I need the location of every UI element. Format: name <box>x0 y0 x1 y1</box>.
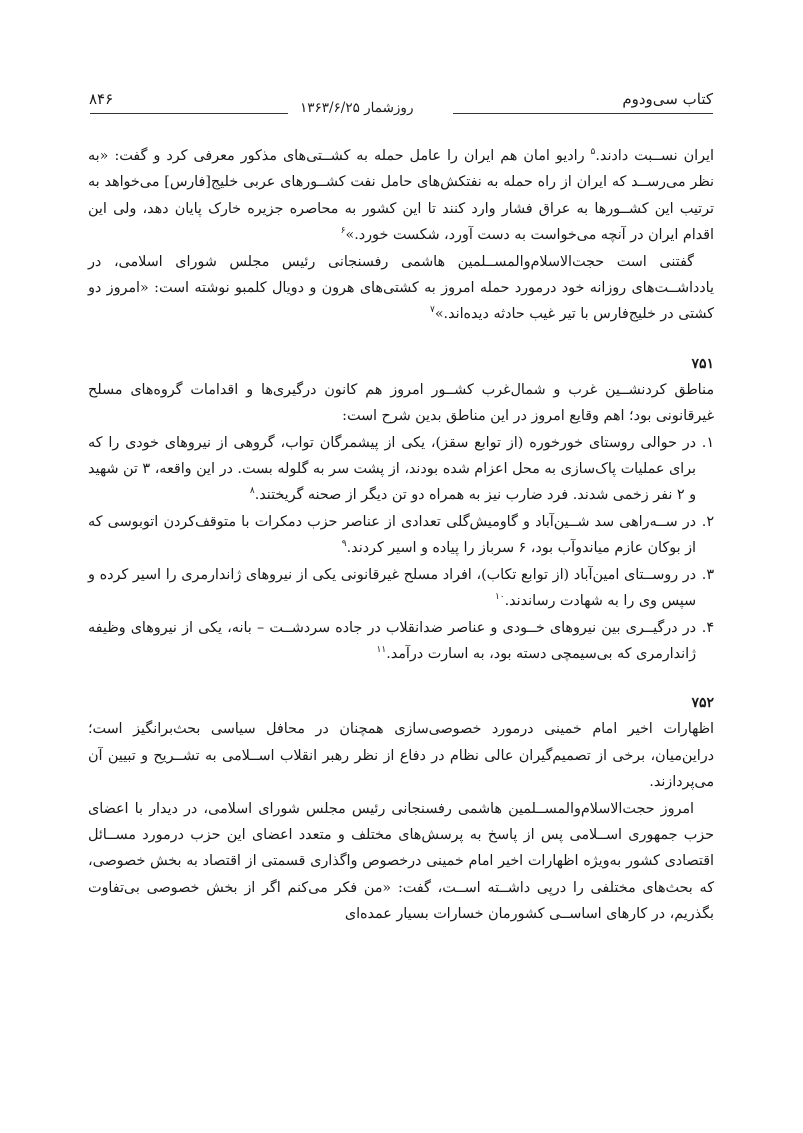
footnote-marker: ۹ <box>341 539 347 550</box>
footnote-marker: ۸ <box>249 486 255 497</box>
list-item <box>88 430 714 509</box>
list-item-number: ۴. <box>701 619 714 636</box>
list-item-text: در روســتای امین‌آباد (از توابع تکاب)، افراد مسلح غیرقانونی یکی از نیروهای ژاندارمری را اسیر کرده و سپس وی را به شهادت رساندند.$^{۱۰}$ <box>88 566 696 610</box>
section-752-paragraph-1: اظهارات اخیر امام خمینی درمورد خصوصی‌سازی همچنان در محافل سیاسی بحث‌برانگیز است؛ دراین‌میان، برخی از تصمیم‌گیران عالی نظام در دفاع از نظر رهبر انقلاب اســلامی به تشــریح و تبیین آن می‌پردازند. <box>88 721 714 791</box>
intro-paragraph-1: ایران نســبت دادند.$^۵$ رادیو امان هم ایران را عامل حمله به کشــتی‌های مذکور معرفی کرد و گفت: «به نظر می‌رســد که ایران از راه حمله به نفتکش‌های حامل نفت کشــورهای عربی خلیج[فارس] می‌خواهد به ترتیب این کشــورها به عراق فشار وارد کنند تا این کشور به محاصره جزیره خارک پایان دهد، ولی این اقدام ایران در آنچه می‌خواست به دست آورد، شکست خورد.»$^۶$ <box>88 147 714 244</box>
running-header-title: کتاب سی‌ودوم <box>622 90 713 108</box>
section-752-paragraph-2: امروز حجت‌الاسلام‌والمســلمین هاشمی رفسنجانی رئیس مجلس شورای اسلامی، در دیدار با اعضای حزب جمهوری اســلامی پس از پاسخ به پرسش‌های مختلف و متعدد اعضای این حزب درمورد مســائل اقتصادی کشور به‌ویژه اظهارات اخیر امام خمینی درخصوص واگذاری قسمتی از اقتصاد به بخش خصوصی، که بحث‌های مختلفی را درپی داشــته اســت، گفت: «من فکر می‌کنم اگر از بخش خصوصی بی‌تفاوت بگذریم، در کارهای اساســی کشورمان خسارات بسیار عمده‌ای <box>88 800 714 923</box>
footnote-marker: ۵ <box>590 147 596 158</box>
section-number-752: ۷۵۲ <box>691 695 714 712</box>
footnote-marker: ۱۱ <box>376 645 387 656</box>
page-body <box>88 143 714 928</box>
list-item-text: در حوالی روستای خورخوره (از توابع سقز)، یکی از پیشمرگان تواب، گروهی از نیروهای خودی را که برای عملیات پاک‌سازی به محل اعزام شده بودند، از پشت سر به گلوله بست. در این واقعه، ۳ تن شهید و ۲ نفر زخمی شدند. فرد ضارب نیز به همراه دو تن دیگر از صحنه گریختند.$^۸$ <box>88 434 696 504</box>
list-item <box>88 615 714 668</box>
header-rule-left <box>90 113 288 114</box>
section-751-intro: مناطق کردنشــین غرب و شمال‌غرب کشــور امروز هم کانون درگیری‌ها و اقدامات گروه‌های مسلح غیرقانونی بود؛ اهم وقایع امروز در این مناطق بدین شرح است: <box>88 381 714 425</box>
list-item-number: ۱. <box>701 434 714 451</box>
footnote-marker: ۱۰ <box>494 592 505 603</box>
section-number-751: ۷۵۱ <box>691 355 714 372</box>
page-number: ۸۴۶ <box>89 90 114 108</box>
footnote-marker: ۷ <box>429 305 435 316</box>
list-item <box>88 562 714 615</box>
list-item-number: ۳. <box>701 566 714 583</box>
list-item-text: در ســه‌راهی سد شــین‌آباد و گاومیش‌گلی تعدادی از عناصر حزب دمکرات با متوقف‌کردن اتوبوسی که از بوکان عازم میاندوآب بود، ۶ سرباز را پیاده و اسیر کردند.$^۹$ <box>88 513 696 557</box>
section-751-list <box>88 430 714 668</box>
footnote-marker: ۶ <box>340 226 346 237</box>
header-rule-right <box>453 113 713 114</box>
list-item-number: ۲. <box>701 513 714 530</box>
list-item <box>88 509 714 562</box>
list-item-text: در درگیــری بین نیروهای خــودی و عناصر ضدانقلاب در جاده سردشــت – بانه، یکی از نیروهای وظیفه ژاندارمری که بی‌سیمچی دسته بود، به اسارت درآمد.$^{۱۱}$ <box>88 619 696 662</box>
intro-paragraph-2: گفتنی است حجت‌الاسلام‌والمســلمین هاشمی رفسنجانی رئیس مجلس شورای اسلامی، در یادداشــت‌های روزانه خود درمورد حمله امروز به کشتی‌های هرون و دویال کلمبو نوشته است: «امروز دو کشتی در خلیج‌فارس با تیر غیب حادثه دیده‌اند.»$^۷$ <box>88 253 714 323</box>
running-header-date: روزشمار ۱۳۶۳/۶/۲۵ <box>300 100 414 116</box>
